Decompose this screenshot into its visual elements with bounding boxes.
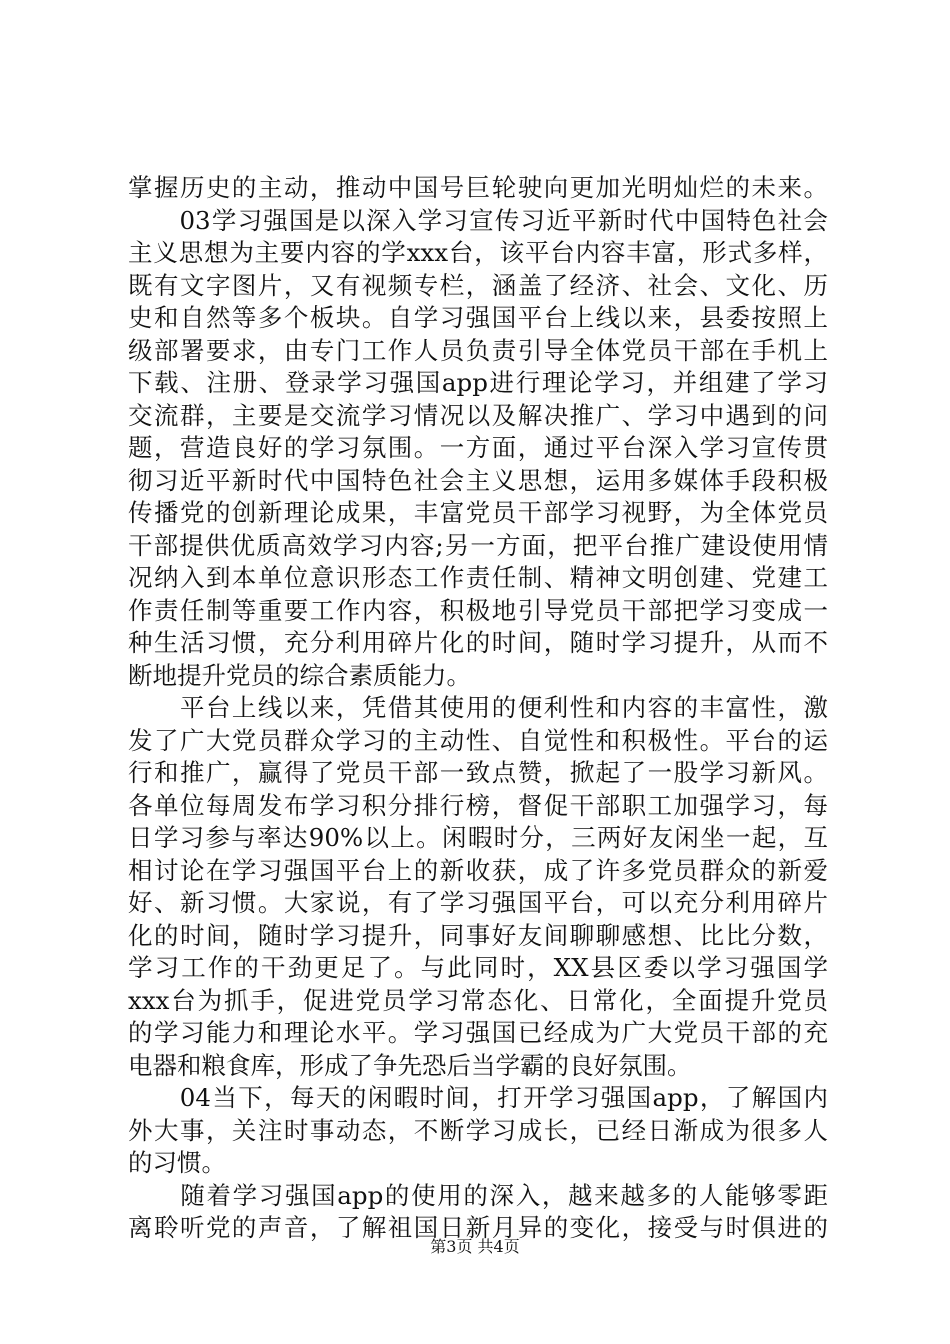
text-line: 的学习能力和理论水平。学习强国已经成为广大党员干部的充	[128, 1018, 828, 1047]
text-line: 相讨论在学习强国平台上的新收获，成了许多党员群众的新爱	[128, 855, 828, 885]
text-line: 级部署要求，由专门工作人员负责引导全体党员干部在手机上	[128, 335, 828, 365]
text-line: 况纳入到本单位意识形态工作责任制、精神文明创建、党建工	[128, 563, 828, 592]
text-line: 题，营造良好的学习氛围。一方面，通过平台深入学习宣传贯	[128, 433, 828, 462]
text-line: 交流群，主要是交流学习情况以及解决推广、学习中遇到的问	[128, 400, 828, 430]
text-line: 作责任制等重要工作内容，积极地引导党员干部把学习变成一	[128, 595, 828, 625]
page-footer	[0, 1236, 950, 1258]
document-body	[128, 172, 828, 1245]
text-line: 学习工作的干劲更足了。与此同时，XX县区委以学习强国学	[128, 953, 828, 982]
text-line: 随着学习强国app的使用的深入，越来越多的人能够零距	[128, 1180, 828, 1210]
text-line: 离聆听党的声音，了解祖国日新月异的变化，接受与时俱进的	[128, 1213, 828, 1242]
text-line: 电器和粮食库，形成了争先恐后当学霸的良好氛围。	[128, 1050, 692, 1080]
text-line: 好、新习惯。大家说，有了学习强国平台，可以充分利用碎片	[128, 888, 828, 917]
text-line: 化的时间，随时学习提升，同事好友间聊聊感想、比比分数，	[128, 920, 828, 950]
text-line: 主义思想为主要内容的学xxx台，该平台内容丰富，形式多样，	[128, 238, 828, 267]
text-line: 04当下，每天的闲暇时间，打开学习强国app，了解国内	[128, 1083, 828, 1112]
text-line: 平台上线以来，凭借其使用的便利性和内容的丰富性，激	[128, 693, 828, 722]
text-line: 种生活习惯，充分利用碎片化的时间，随时学习提升，从而不	[128, 628, 828, 657]
text-line: 的习惯。	[128, 1148, 226, 1177]
text-line: 干部提供优质高效学习内容;另一方面，把平台推广建设使用情	[128, 530, 828, 560]
text-line: 史和自然等多个板块。自学习强国平台上线以来，县委按照上	[128, 303, 828, 332]
text-line: 掌握历史的主动，推动中国号巨轮驶向更加光明灿烂的未来。	[128, 173, 828, 202]
text-line: 断地提升党员的综合素质能力。	[128, 660, 471, 690]
text-line: 彻习近平新时代中国特色社会主义思想，运用多媒体手段积极	[128, 465, 828, 495]
text-line: 下载、注册、登录学习强国app进行理论学习，并组建了学习	[128, 368, 828, 397]
text-line: 各单位每周发布学习积分排行榜，督促干部职工加强学习，每	[128, 790, 828, 820]
text-line: 发了广大党员群众学习的主动性、自觉性和积极性。平台的运	[128, 725, 828, 755]
text-line: 日学习参与率达90%以上。闲暇时分，三两好友闲坐一起，互	[128, 823, 828, 852]
text-line: 行和推广，赢得了党员干部一致点赞，掀起了一股学习新风。	[128, 758, 828, 787]
text-line: 03学习强国是以深入学习宣传习近平新时代中国特色社会	[128, 205, 828, 235]
page-number: 第3页 共4页	[430, 1237, 520, 1256]
text-line: 传播党的创新理论成果，丰富党员干部学习视野，为全体党员	[128, 498, 828, 527]
text-line: xxx台为抓手，促进党员学习常态化、日常化，全面提升党员	[128, 985, 828, 1015]
text-line: 外大事，关注时事动态，不断学习成长，已经日渐成为很多人	[128, 1115, 828, 1145]
text-line: 既有文字图片，又有视频专栏，涵盖了经济、社会、文化、历	[128, 270, 828, 300]
